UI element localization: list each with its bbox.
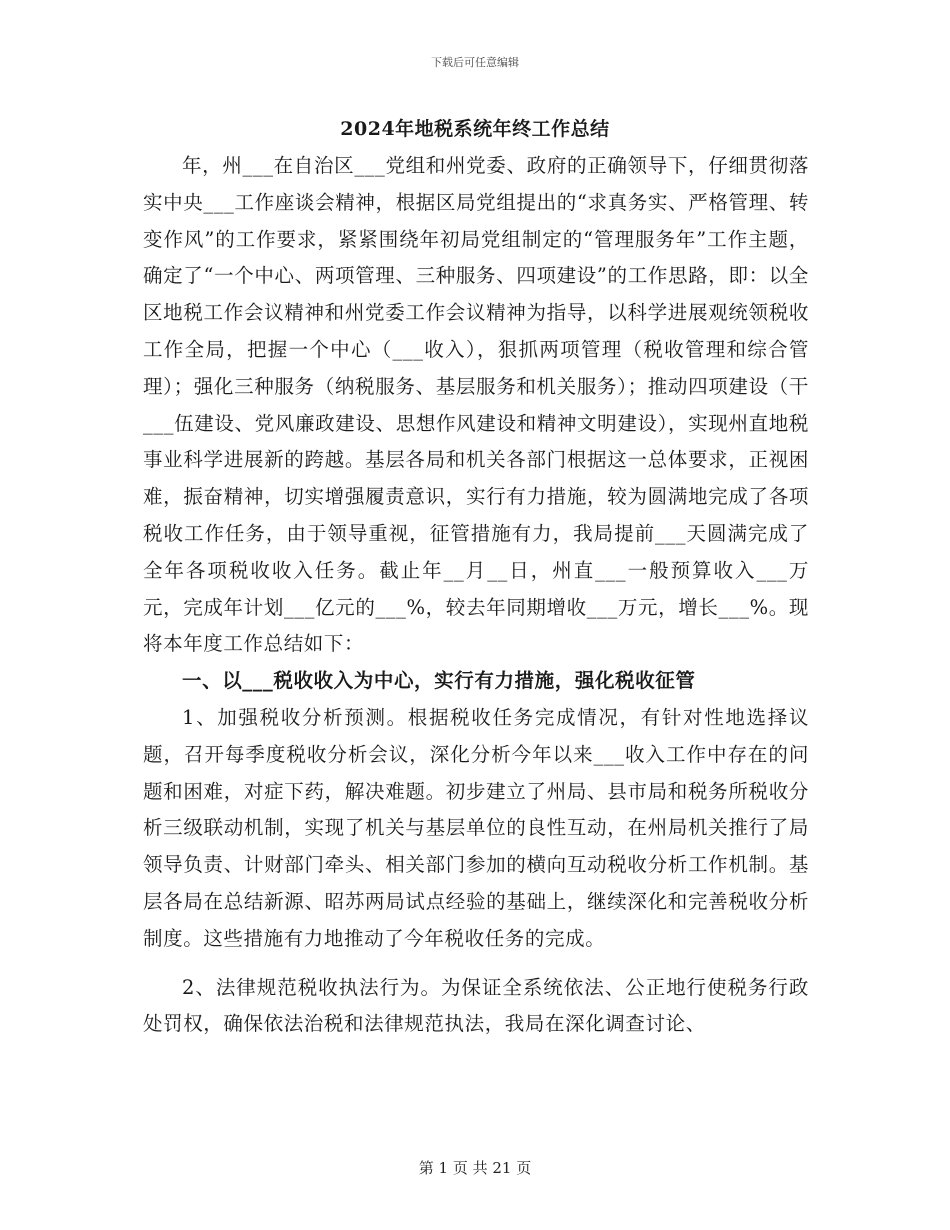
document-title: 2024年地税系统年终工作总结 — [340, 118, 610, 140]
paragraph-item-1: 1、加强税收分析预测。根据税收任务完成情况，有针对性地选择议题，召开每季度税收分析会议，深化分析今年以来___收入工作中存在的问题和困难，对症下药，解决难题。初步建立了州局、县市局和税务所税收分析三级联动机制，实现了机关与基层单位的良性互动，在州局机关推行了局领导负责、计财部门牵头、相关部门参加的横向互动税收分析工作机制。基层各局在总结新源、昭苏两局试点经验的基础上，继续深化和完善税收分析制度。这些措施有力地推动了今年税收任务的完成。 — [143, 705, 809, 950]
paragraph-item-2: 2、法律规范税收执法行为。为保证全系统依法、公正地行使税务行政处罚权，确保依法治税和法律规范执法，我局在深化调查讨论、 — [143, 975, 809, 1036]
page-number: 第 1 页 共 21 页 — [418, 1159, 532, 1177]
section-heading-1: 一、以___税收收入为中心，实行有力措施，强化税收征管 — [182, 669, 696, 693]
header-note: 下载后可任意编辑 — [431, 56, 519, 69]
paragraph-intro: 年，州___在自治区___党组和州党委、政府的正确领导下，仔细贯彻落实中央___工作座谈会精神，根据区局党组提出的“求真务实、严格管理、转变作风”的工作要求，紧紧围绕年初局党组制定的“管理服务年”工作主题，确定了“一个中心、两项管理、三种服务、四项建设”的工作思路，即：以全区地税工作会议精神和州党委工作会议精神为指导，以科学进展观统领税收工作全局，把握一个中心（___收入），狠抓两项管理（税收管理和综合管理）；强化三种服务（纳税服务、基层服务和机关服务）；推动四项建设（干___伍建设、党风廉政建设、思想作风建设和精神文明建设），实现州直地税事业科学进展新的跨越。基层各局和机关各部门根据这一总体要求，正视困难，振奋精神，切实增强履责意识，实行有力措施，较为圆满地完成了各项税收工作任务，由于领导重视，征管措施有力，我局提前___天圆满完成了全年各项税收收入任务。截止年__月__日，州直___一般预算收入___万元，完成年计划___亿元的___%，较去年同期增收___万元，增长___%。现将本年度工作总结如下： — [143, 154, 809, 656]
document-body — [143, 148, 809, 1043]
